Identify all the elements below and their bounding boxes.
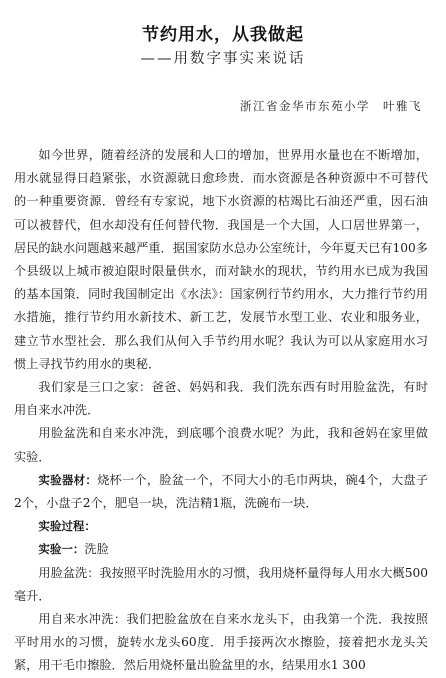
paragraph-process bbox=[14, 515, 428, 538]
equipment-text: 烧杯一个，脸盆一个，不同大小的毛巾两块，碗4个，大盘子2个，小盘子2个，肥皂一块，洗洁精1瓶，洗碗布一块． bbox=[14, 472, 429, 511]
paragraph-basin-wash: 用脸盆洗：我按照平时洗脸用水的习惯，我用烧杯量得每人用水大概500毫升． bbox=[14, 565, 428, 603]
paragraph-tap-wash: 用自来水冲洗：我们把脸盆放在自来水龙头下，由我第一个洗．我按照平时用水的习惯，旋转水龙头60度．用手接两次水擦脸，接着把水龙头关紧，用干毛巾擦脸．然后用烧杯量出脸盆里的水，结果用水1 300 bbox=[14, 612, 428, 673]
equipment-label: 实验器材： bbox=[38, 472, 98, 487]
article-body bbox=[14, 144, 428, 678]
paragraph-intro: 如今世界，随着经济的发展和人口的增加，世界用水量也在不断增加，用水就显得日趋紧张，水资源就日愈珍贵．而水资源是各种资源中不可替代的一种重要资源．曾经有专家说，地下水资源的枯竭比石油还严重，因石油可以被替代，但水却没有任何替代物．我国是一个大国，人口居世界第一，居民的缺水问题越来越严重．据国家防水总办公室统计，今年夏天已有100多个县级以上城市被迫限时限量供水，而对缺水的现状，节约用水已成为我国的基本国策．同时我国制定出《水法》：国家例行节约用水，大力推行节约用水措施，推行节约用水新技术、新工艺，发展节水型工业、农业和服务业，建立节水型社会．那么我们从何入手节约用水呢？我认为可以从家庭用水习惯上寻找节约用水的奥秘． bbox=[14, 148, 428, 371]
article-subtitle: ——用数字事实来说话 bbox=[140, 51, 306, 67]
paragraph-family: 我们家是三口之家：爸爸、妈妈和我．我们洗东西有时用脸盆洗，有时用自来水冲洗． bbox=[14, 380, 428, 418]
paragraph-equipment bbox=[14, 469, 428, 515]
article-title: 节约用水，从我做起 bbox=[142, 25, 304, 45]
paragraph-experiment-one bbox=[14, 538, 428, 561]
experiment-one-label: 实验一： bbox=[38, 542, 85, 557]
experiment-one-text: 洗脸 bbox=[84, 542, 109, 557]
process-label: 实验过程： bbox=[38, 519, 96, 534]
author-byline: 浙江省金华市东苑小学 叶雅飞 bbox=[240, 99, 422, 113]
paragraph-question: 用脸盆洗和自来水冲洗，到底哪个浪费水呢？为此，我和爸妈在家里做实验． bbox=[14, 426, 428, 464]
